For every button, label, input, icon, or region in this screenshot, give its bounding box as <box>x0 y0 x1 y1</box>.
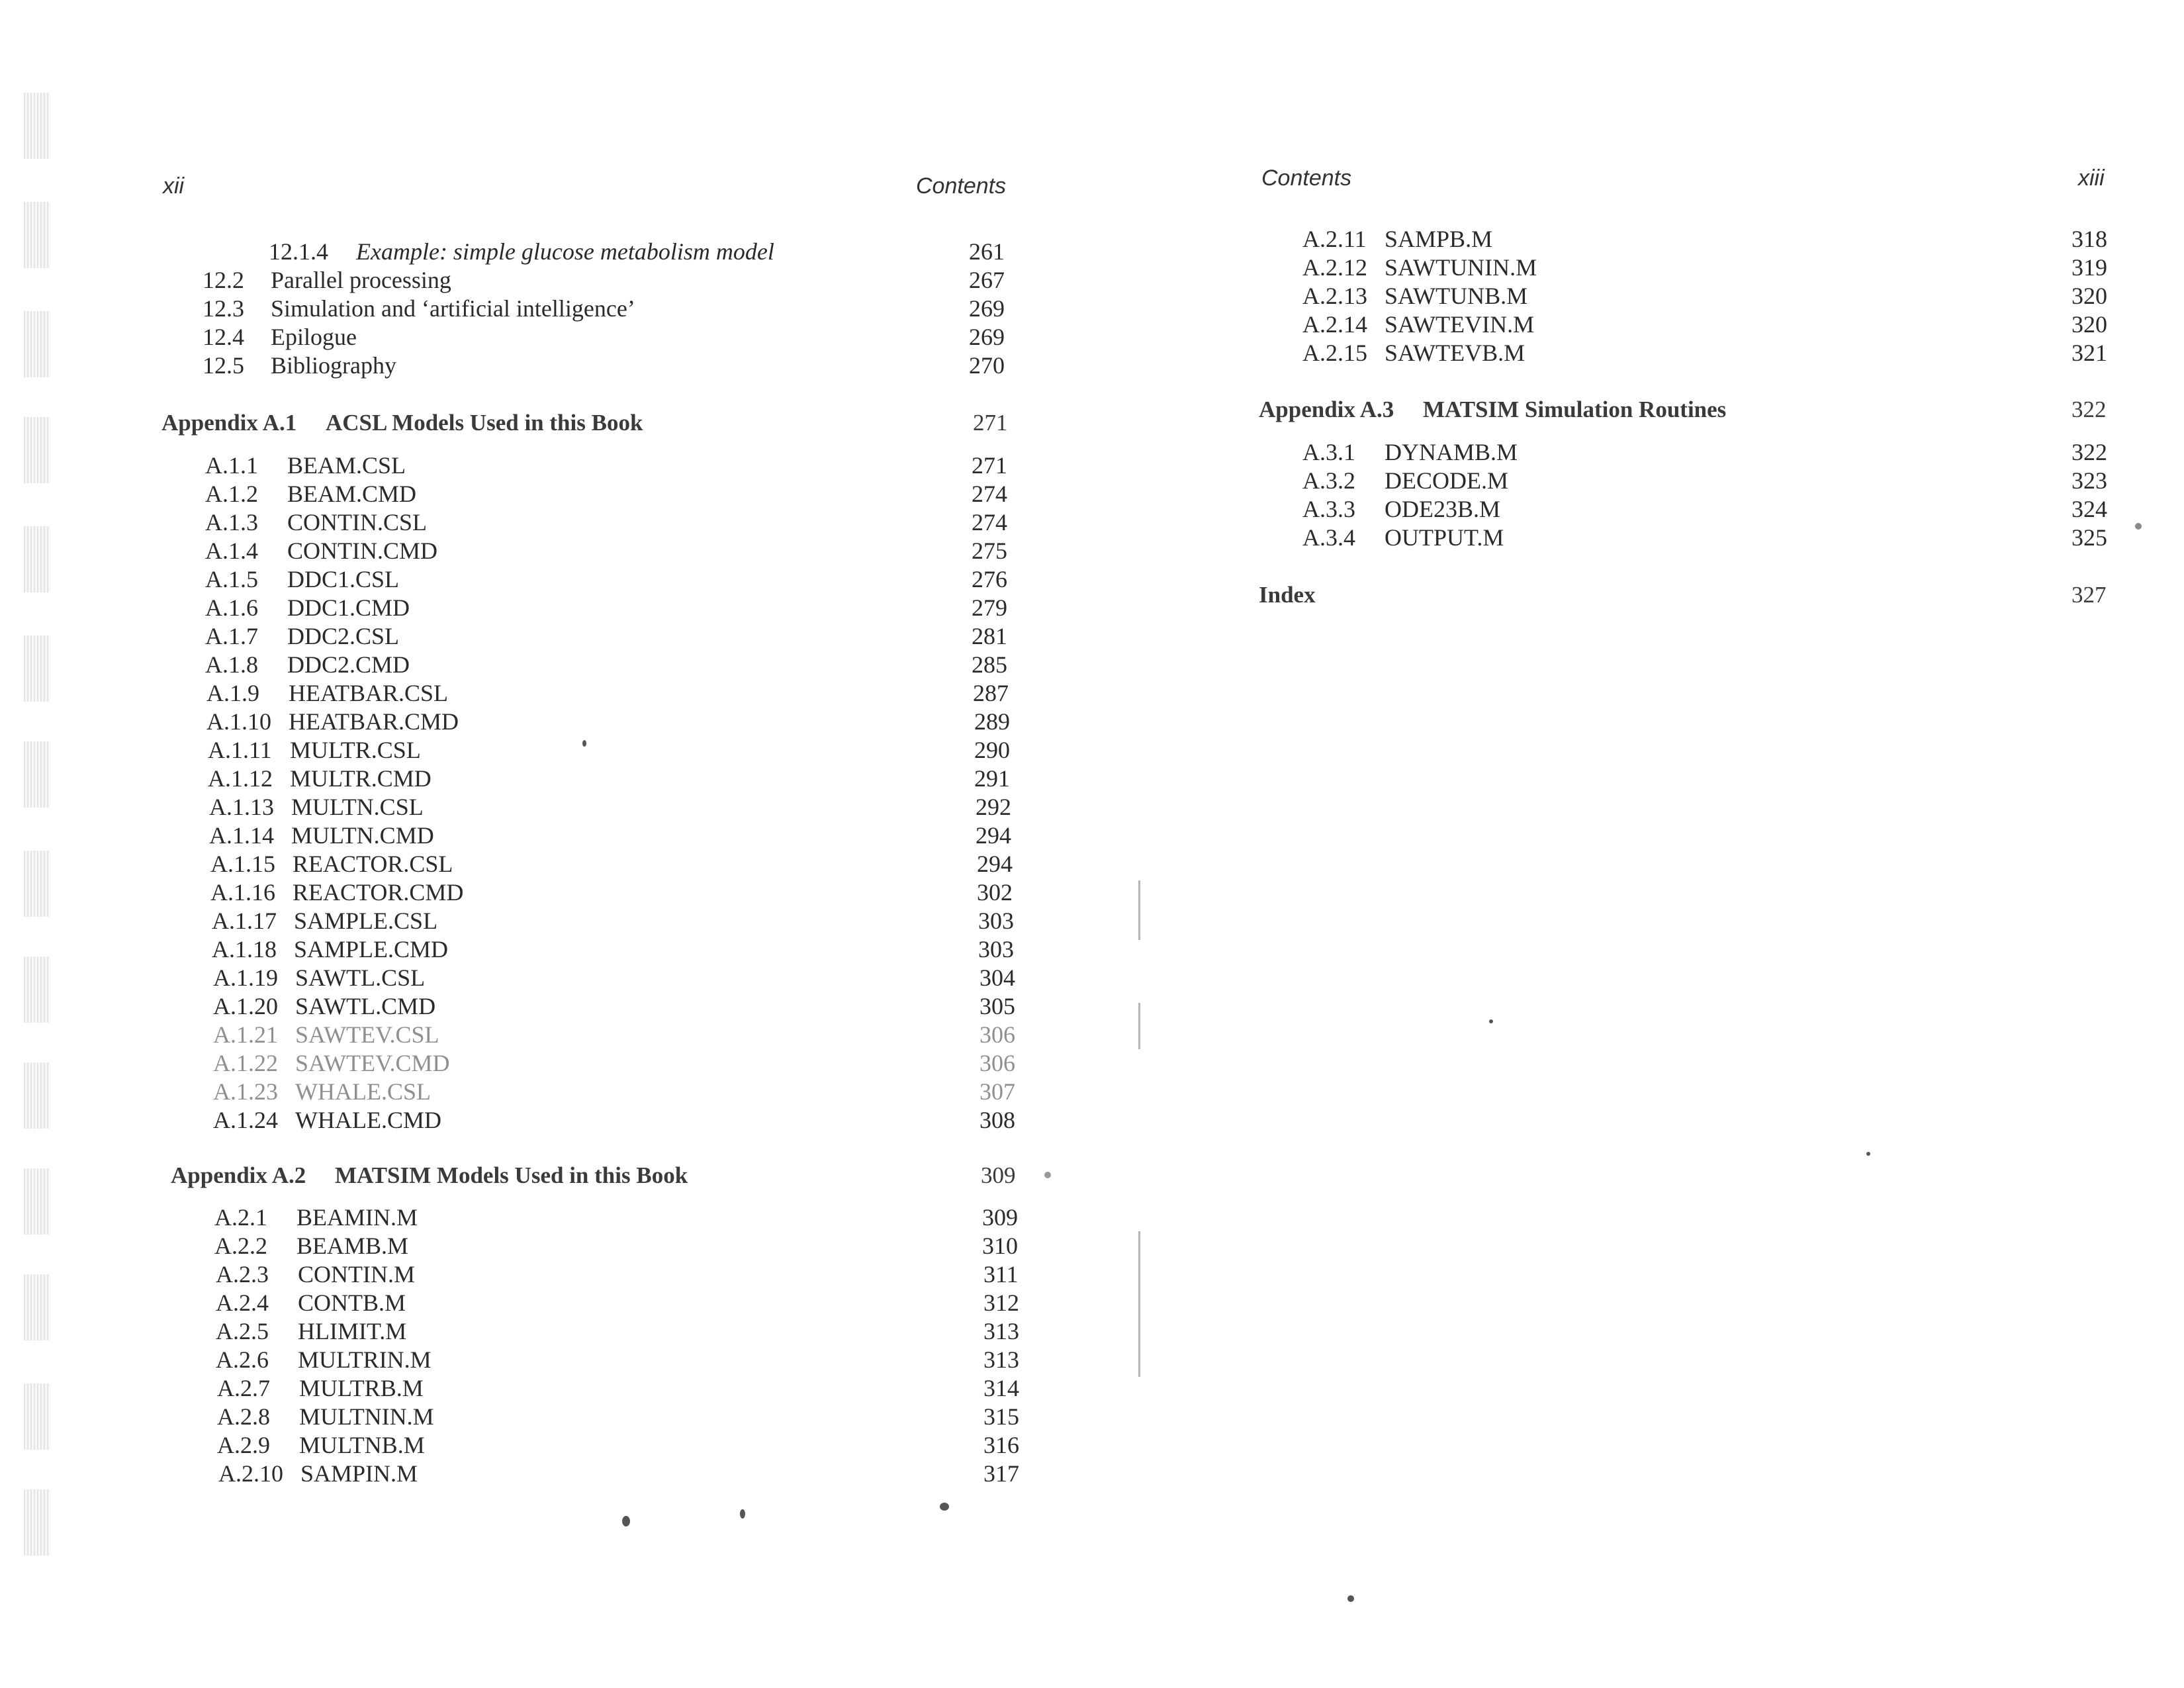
spine-mark <box>1138 1231 1140 1377</box>
toc-entry <box>213 1078 1015 1106</box>
entry-number: A.3.3 <box>1302 496 1355 522</box>
entry-page: 309 <box>982 1204 1018 1231</box>
entry-page: 317 <box>983 1460 1019 1487</box>
toc-entry <box>213 1106 1015 1135</box>
toc-entry <box>206 679 1009 708</box>
entry-title: BEAM.CMD <box>287 481 417 507</box>
entry-page: 276 <box>972 566 1007 592</box>
toc-entry <box>214 1203 1018 1232</box>
entry-title: CONTIN.CSL <box>287 509 428 536</box>
appendix-a2-heading <box>171 1161 1016 1190</box>
entry-title: DDC1.CMD <box>287 594 410 621</box>
toc-entry <box>209 821 1011 850</box>
entry-page: 319 <box>2071 254 2107 281</box>
entry-page: 313 <box>983 1346 1019 1373</box>
entry-title: MULTN.CMD <box>291 822 434 849</box>
entry-number: A.1.17 <box>212 908 277 934</box>
appendix-label: Appendix A.3 <box>1259 397 1394 422</box>
toc-entry <box>209 793 1011 821</box>
toc-entry <box>217 1431 1019 1460</box>
scan-speck <box>622 1516 630 1526</box>
appendix-page: 309 <box>981 1162 1016 1188</box>
entry-number: A.2.8 <box>217 1403 270 1430</box>
entry-page: 315 <box>983 1403 1019 1430</box>
entry-number: A.1.19 <box>213 964 278 991</box>
entry-number: A.2.13 <box>1302 283 1367 309</box>
entry-number: 12.3 <box>203 295 244 322</box>
toc-entry <box>212 907 1014 935</box>
entry-number: 12.1.4 <box>269 238 328 265</box>
entry-page: 325 <box>2071 524 2107 551</box>
scan-gutter-mark <box>24 1489 50 1556</box>
entry-number: A.1.4 <box>205 538 258 564</box>
entry-page: 285 <box>972 651 1007 678</box>
toc-entry <box>205 565 1007 594</box>
appendix-title: MATSIM Simulation Routines <box>1423 397 1727 422</box>
entry-title: REACTOR.CMD <box>293 879 464 906</box>
spine-mark <box>1138 880 1140 940</box>
entry-number: A.2.11 <box>1302 226 1367 252</box>
entry-number: A.1.8 <box>205 651 258 678</box>
entry-page: 281 <box>972 623 1007 649</box>
entry-title: OUTPUT.M <box>1385 524 1504 551</box>
toc-entry <box>205 480 1007 508</box>
scan-gutter-mark <box>24 1274 50 1340</box>
entry-number: A.1.16 <box>210 879 275 906</box>
toc-entry <box>1302 495 2107 524</box>
entry-page: 303 <box>978 908 1014 934</box>
entry-title: SAWTEV.CMD <box>295 1050 450 1076</box>
toc-entry <box>1302 254 2107 282</box>
toc-entry <box>210 850 1013 878</box>
toc-entry <box>212 935 1014 964</box>
entry-page: 322 <box>2071 439 2107 465</box>
entry-number: A.2.7 <box>217 1375 270 1401</box>
entry-number: A.1.2 <box>205 481 258 507</box>
entry-title: BEAMIN.M <box>296 1204 418 1231</box>
toc-entry <box>203 352 1005 380</box>
entry-title: SAMPLE.CSL <box>294 908 438 934</box>
left-running-head: Contents <box>916 173 1007 199</box>
entry-page: 294 <box>977 851 1013 877</box>
entry-page: 291 <box>974 765 1010 792</box>
entry-title: DDC2.CMD <box>287 651 410 678</box>
entry-page: 321 <box>2071 340 2107 366</box>
entry-title: SAWTL.CSL <box>295 964 426 991</box>
entry-title: MULTNIN.M <box>299 1403 434 1430</box>
entry-page: 304 <box>979 964 1015 991</box>
entry-page: 324 <box>2071 496 2107 522</box>
entry-page: 274 <box>972 509 1007 536</box>
entry-number: A.1.9 <box>206 680 259 706</box>
spine-mark <box>1138 1003 1140 1049</box>
entry-title: Bibliography <box>271 352 396 379</box>
entry-number: 12.2 <box>203 267 244 293</box>
entry-number: A.2.4 <box>216 1289 269 1316</box>
entry-title: REACTOR.CSL <box>293 851 453 877</box>
toc-entry <box>217 1374 1019 1403</box>
appendix-page: 322 <box>2071 397 2107 422</box>
toc-entry <box>205 508 1007 537</box>
toc-entry <box>1302 282 2107 310</box>
entry-title: SAMPB.M <box>1385 226 1493 252</box>
entry-title: SAWTUNB.M <box>1385 283 1528 309</box>
entry-title: MULTNB.M <box>299 1432 425 1458</box>
entry-title: BEAM.CSL <box>287 452 406 479</box>
appendix-title: ACSL Models Used in this Book <box>326 410 643 436</box>
entry-page: 312 <box>983 1289 1019 1316</box>
appendix-a1-heading <box>161 408 1008 437</box>
toc-entry <box>217 1403 1019 1431</box>
entry-title: WHALE.CMD <box>295 1107 441 1133</box>
entry-number: A.1.3 <box>205 509 258 536</box>
right-page <box>1125 0 2184 1688</box>
entry-title: Simulation and ‘artificial intelligence’ <box>271 295 635 322</box>
entry-title: CONTB.M <box>298 1289 406 1316</box>
entry-title: CONTIN.CMD <box>287 538 438 564</box>
entry-page: 294 <box>976 822 1011 849</box>
entry-title: SAWTL.CMD <box>295 993 436 1019</box>
entry-page: 310 <box>982 1233 1018 1259</box>
entry-title: SAWTEVIN.M <box>1385 311 1535 338</box>
entry-page: 316 <box>983 1432 1019 1458</box>
entry-page: 306 <box>979 1050 1015 1076</box>
entry-number: A.1.14 <box>209 822 274 849</box>
toc-entry <box>213 964 1015 992</box>
entry-title: Example: simple glucose metabolism model <box>356 238 774 265</box>
entry-number: A.1.24 <box>213 1107 278 1133</box>
entry-page: 307 <box>979 1078 1015 1105</box>
entry-number: A.3.2 <box>1302 467 1355 494</box>
entry-number: A.2.12 <box>1302 254 1367 281</box>
toc-entry <box>205 651 1007 679</box>
entry-page: 320 <box>2071 283 2107 309</box>
entry-page: 292 <box>976 794 1011 820</box>
scan-gutter-mark <box>24 1168 50 1235</box>
scan-speck <box>1866 1152 1870 1156</box>
right-folio: xiii <box>2078 165 2105 191</box>
entry-number: A.1.5 <box>205 566 258 592</box>
entry-page: 267 <box>969 267 1005 293</box>
toc-entry <box>213 992 1015 1021</box>
toc-entry <box>213 1021 1015 1049</box>
entry-number: A.1.21 <box>213 1021 278 1048</box>
entry-number: A.1.11 <box>208 737 272 763</box>
scan-gutter-mark <box>24 417 50 483</box>
entry-page: 320 <box>2071 311 2107 338</box>
index-entry <box>1259 581 2107 609</box>
scan-gutter-mark <box>24 202 50 268</box>
entry-title: DECODE.M <box>1385 467 1508 494</box>
toc-entry <box>205 537 1007 565</box>
entry-number: A.1.23 <box>213 1078 278 1105</box>
entry-page: 270 <box>969 352 1005 379</box>
entry-number: A.2.15 <box>1302 340 1367 366</box>
toc-entry <box>216 1346 1019 1374</box>
entry-title: MULTR.CSL <box>290 737 421 763</box>
toc-entry <box>206 708 1010 736</box>
entry-page: 318 <box>2071 226 2107 252</box>
scan-gutter-mark <box>24 635 50 702</box>
scan-speck <box>940 1503 949 1511</box>
appendix-title: MATSIM Models Used in this Book <box>335 1162 688 1188</box>
entry-page: 289 <box>974 708 1010 735</box>
toc-entry <box>269 238 1005 266</box>
toc-entry <box>216 1289 1019 1317</box>
entry-page: 287 <box>973 680 1009 706</box>
entry-title: DDC2.CSL <box>287 623 400 649</box>
toc-entry <box>1302 310 2107 339</box>
entry-page: 290 <box>974 737 1010 763</box>
toc-entry <box>203 266 1005 295</box>
toc-entry <box>1302 225 2107 254</box>
entry-number: A.3.1 <box>1302 439 1355 465</box>
entry-title: DYNAMB.M <box>1385 439 1518 465</box>
scan-gutter-mark <box>24 851 50 917</box>
scan-speck <box>582 740 586 747</box>
entry-page: 269 <box>969 295 1005 322</box>
entry-page: 275 <box>972 538 1007 564</box>
entry-page: 323 <box>2071 467 2107 494</box>
toc-entry <box>208 765 1010 793</box>
toc-entry <box>210 878 1013 907</box>
left-folio: xii <box>163 173 185 199</box>
scan-speck <box>1489 1019 1493 1023</box>
entry-number: A.2.10 <box>218 1460 283 1487</box>
toc-entry <box>218 1460 1019 1488</box>
entry-page: 274 <box>972 481 1007 507</box>
entry-title: BEAMB.M <box>296 1233 409 1259</box>
entry-page: 311 <box>983 1261 1019 1288</box>
toc-entry <box>216 1317 1019 1346</box>
entry-title: SAWTUNIN.M <box>1385 254 1537 281</box>
entry-page: 313 <box>983 1318 1019 1344</box>
entry-number: A.1.20 <box>213 993 278 1019</box>
toc-entry <box>205 451 1007 480</box>
entry-number: A.1.1 <box>205 452 258 479</box>
toc-entry <box>205 594 1007 622</box>
scan-gutter-mark <box>24 526 50 592</box>
toc-entry <box>1302 524 2107 552</box>
right-running-head: Contents <box>1261 165 1352 191</box>
entry-number: A.1.6 <box>205 594 258 621</box>
entry-number: A.2.14 <box>1302 311 1367 338</box>
entry-number: A.1.7 <box>205 623 258 649</box>
scan-speck <box>1044 1172 1051 1178</box>
entry-number: A.2.2 <box>214 1233 267 1259</box>
toc-entry <box>208 736 1010 765</box>
entry-page: 305 <box>979 993 1015 1019</box>
toc-entry <box>214 1232 1018 1260</box>
scan-gutter-mark <box>24 93 50 159</box>
entry-title: HEATBAR.CMD <box>289 708 459 735</box>
scan-gutter-mark <box>24 1383 50 1450</box>
appendix-label: Appendix A.2 <box>171 1162 306 1188</box>
scan-gutter-mark <box>24 957 50 1023</box>
entry-number: A.1.15 <box>210 851 275 877</box>
entry-number: A.2.6 <box>216 1346 269 1373</box>
scan-gutter-mark <box>24 311 50 377</box>
scan-gutter-mark <box>24 741 50 808</box>
appendix-a3-heading <box>1259 395 2107 424</box>
index-title: Index <box>1259 582 1316 608</box>
entry-page: 261 <box>969 238 1005 265</box>
entry-title: HEATBAR.CSL <box>289 680 449 706</box>
entry-title: MULTRB.M <box>299 1375 424 1401</box>
entry-title: ODE23B.M <box>1385 496 1501 522</box>
entry-number: 12.5 <box>203 352 244 379</box>
appendix-page: 271 <box>973 410 1008 436</box>
entry-number: A.1.18 <box>212 936 277 962</box>
appendix-label: Appendix A.1 <box>161 410 297 436</box>
scan-speck <box>2135 523 2142 530</box>
entry-title: MULTRIN.M <box>298 1346 432 1373</box>
entry-title: SAWTEVB.M <box>1385 340 1525 366</box>
entry-title: MULTN.CSL <box>291 794 424 820</box>
entry-number: A.1.13 <box>209 794 274 820</box>
entry-title: WHALE.CSL <box>295 1078 431 1105</box>
toc-entry <box>213 1049 1015 1078</box>
entry-page: 303 <box>978 936 1014 962</box>
index-page: 327 <box>2071 582 2107 608</box>
entry-number: A.2.1 <box>214 1204 267 1231</box>
entry-title: CONTIN.M <box>298 1261 415 1288</box>
toc-entry <box>216 1260 1019 1289</box>
entry-title: Parallel processing <box>271 267 451 293</box>
entry-number: A.1.10 <box>206 708 271 735</box>
toc-entry <box>205 622 1007 651</box>
entry-number: A.1.22 <box>213 1050 278 1076</box>
entry-page: 271 <box>972 452 1007 479</box>
entry-page: 314 <box>983 1375 1019 1401</box>
entry-title: SAWTEV.CSL <box>295 1021 439 1048</box>
entry-page: 302 <box>977 879 1013 906</box>
entry-number: A.2.3 <box>216 1261 269 1288</box>
entry-page: 308 <box>979 1107 1015 1133</box>
toc-entry <box>1302 438 2107 467</box>
entry-title: Epilogue <box>271 324 357 350</box>
toc-entry <box>1302 467 2107 495</box>
scan-speck <box>1347 1595 1354 1602</box>
scan-gutter-mark <box>24 1062 50 1129</box>
entry-title: MULTR.CMD <box>290 765 432 792</box>
entry-title: SAMPLE.CMD <box>294 936 449 962</box>
entry-number: A.2.9 <box>217 1432 270 1458</box>
entry-number: A.1.12 <box>208 765 273 792</box>
entry-number: 12.4 <box>203 324 244 350</box>
scan-speck <box>740 1509 745 1519</box>
entry-title: HLIMIT.M <box>298 1318 407 1344</box>
entry-page: 269 <box>969 324 1005 350</box>
toc-entry <box>203 323 1005 352</box>
entry-page: 306 <box>979 1021 1015 1048</box>
toc-entry <box>203 295 1005 323</box>
toc-entry <box>1302 339 2107 367</box>
entry-page: 279 <box>972 594 1007 621</box>
entry-title: SAMPIN.M <box>300 1460 418 1487</box>
entry-number: A.3.4 <box>1302 524 1355 551</box>
entry-number: A.2.5 <box>216 1318 269 1344</box>
entry-title: DDC1.CSL <box>287 566 400 592</box>
